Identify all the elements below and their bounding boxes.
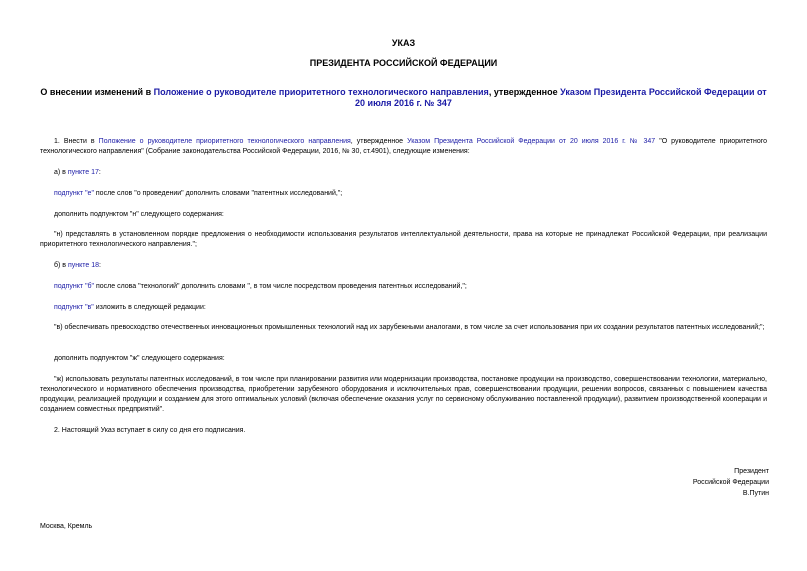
document-issuer: ПРЕЗИДЕНТА РОССИЙСКОЙ ФЕДЕРАЦИИ <box>309 58 498 68</box>
paragraph-1 <box>40 137 767 157</box>
item-b-5: "ж) использовать результаты патентных исследований, в том числе при планировании развития или модернизации производства, постановке продукции на производство, совершенствовании технологии, материально, технологического и нормативного обеспечения производства, приобретении зарубежного оборудования и исключительных прав, совершенствовании продукции, решении вопросов, связанных с повышением качества продукции, реализацией продукции и созданием для этого оптимальных условий (включая обеспечение оказания услуг по сервисному обслуживанию поставленной продукции), развитием производственной кооперации и созданием совместных предприятий". <box>40 376 767 413</box>
signing-place: Москва, Кремль <box>40 523 93 530</box>
subject-prefix: О внесении изменений в <box>40 87 154 97</box>
subject-link-regulation[interactable]: Положение о руководителе приоритетного технологического направления <box>153 87 489 97</box>
item-b-1-text: после слова "технологий" дополнить словами ", в том числе посредством проведения патентных исследований,"; <box>94 283 467 290</box>
item-b-1-link[interactable]: подпункт "б" <box>54 283 95 290</box>
signature-country: Российской Федерации <box>692 479 769 486</box>
item-a-suffix: : <box>98 169 101 176</box>
p1-link-decree[interactable]: Указом Президента Российской Федерации от 20 июля 2016 г. № 347 <box>407 138 656 145</box>
p1-suffix: "О руководителе приоритетного технологического направления" (Собрание законодательства Российской Федерации, 2016, № 30, ст.4901), следующие изменения: <box>40 138 767 155</box>
subject-link-decree[interactable]: Указом Президента Российской Федерации от 20 июля 2016 г. № 347 <box>355 87 767 108</box>
subject-middle: , утвержденное <box>488 87 561 97</box>
p1-middle: , утвержденное <box>350 138 408 145</box>
item-a-1-text: после слов "о проведении" дополнить словами "патентных исследований,"; <box>93 190 343 197</box>
item-a-1 <box>40 189 767 199</box>
item-a <box>40 168 767 178</box>
signature-name: В.Путин <box>742 490 769 497</box>
p1-prefix: 1. Внести в <box>54 138 99 145</box>
signature-position: Президент <box>734 468 769 475</box>
item-a-link[interactable]: пункте 17 <box>67 169 99 176</box>
item-a-prefix: а) в <box>54 169 68 176</box>
item-a-1-link[interactable]: подпункт "е" <box>54 190 94 197</box>
item-b <box>40 261 767 271</box>
item-b-1 <box>40 282 767 292</box>
item-b-4: дополнить подпунктом "ж" следующего содержания: <box>54 355 225 362</box>
item-b-2-text: изложить в следующей редакции: <box>93 304 206 311</box>
p1-link-regulation[interactable]: Положение о руководителе приоритетного технологического направления <box>98 138 351 145</box>
item-b-3: "в) обеспечивать превосходство отечественных инновационных промышленных технологий над их зарубежными аналогами, в том числе за счет использования при их создании результатов патентных исследований;"; <box>54 324 765 331</box>
item-b-2 <box>40 303 767 313</box>
document-title: УКАЗ <box>391 38 416 48</box>
item-a-3: "н) представлять в установленном порядке предложения о необходимости использования результатов интеллектуальной деятельности, права на которые не принадлежат Российской Федерации, при реализации приоритетного технологического направления."; <box>40 231 767 248</box>
paragraph-2: 2. Настоящий Указ вступает в силу со дня его подписания. <box>54 427 246 434</box>
item-b-prefix: б) в <box>54 262 68 269</box>
item-b-link[interactable]: пункте 18 <box>67 262 100 269</box>
item-b-2-link[interactable]: подпункт "в" <box>54 304 94 311</box>
item-b-suffix: : <box>99 262 101 269</box>
item-a-2: дополнить подпунктом "н" следующего содержания: <box>54 211 224 218</box>
document-subject <box>40 87 767 109</box>
signature-block <box>693 466 769 499</box>
